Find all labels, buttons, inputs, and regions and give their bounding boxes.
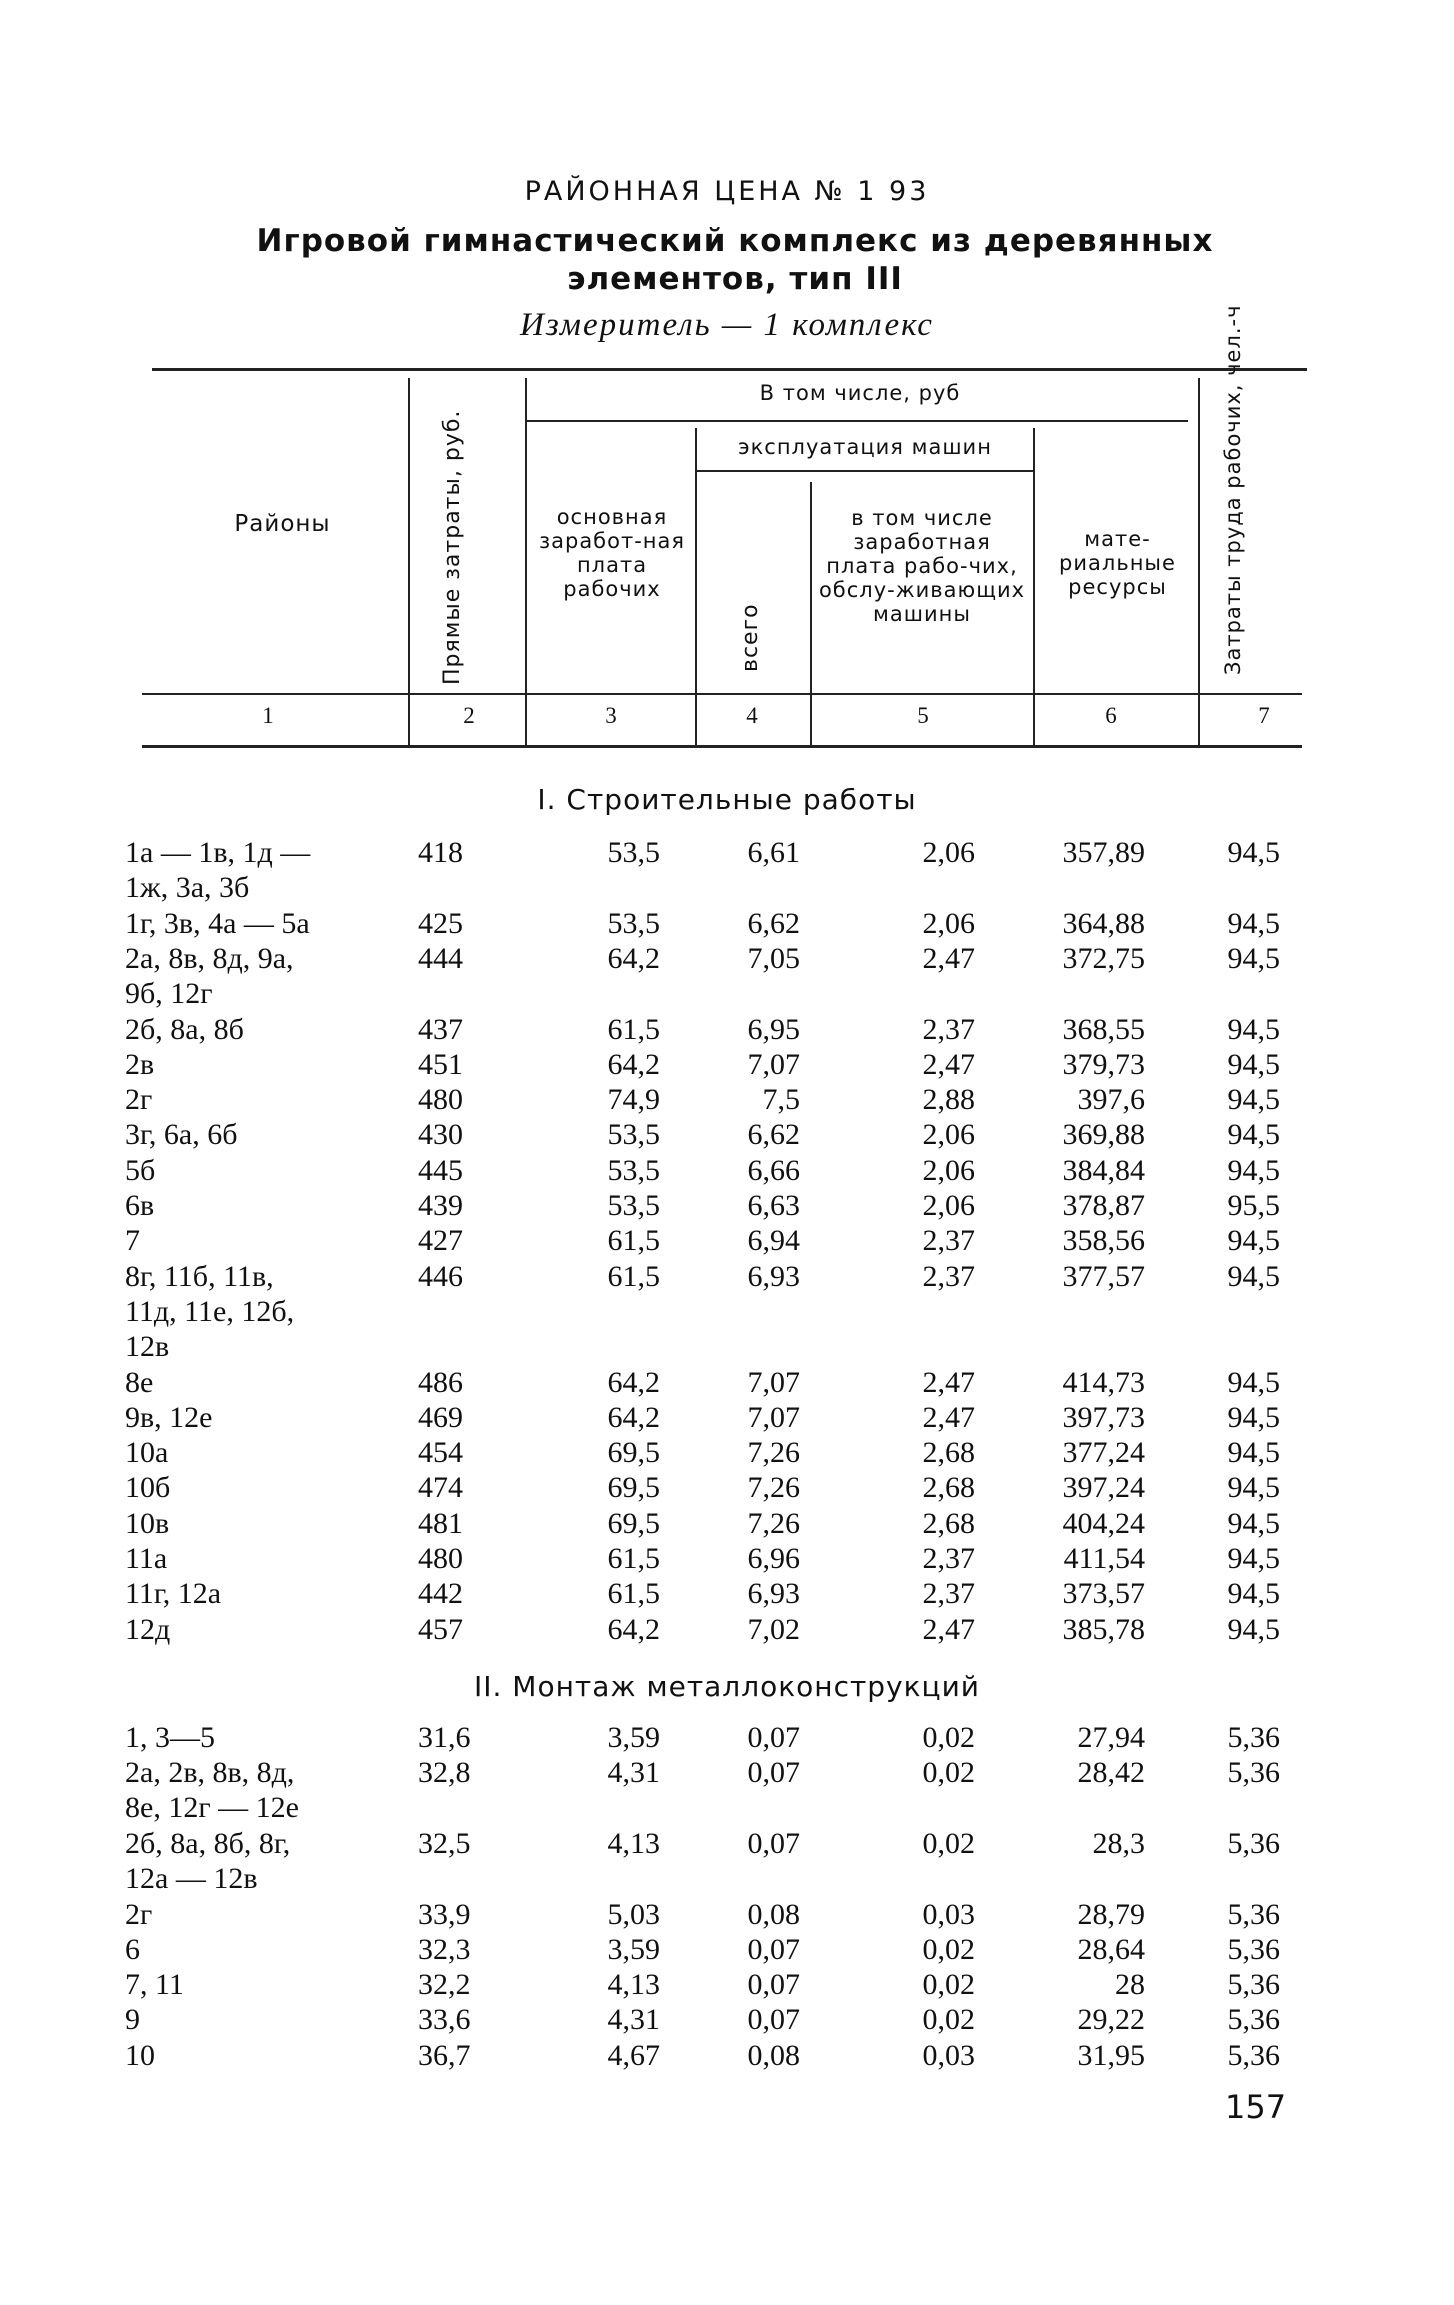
direct-cell: 451 — [418, 1047, 463, 1081]
direct-cell: 445 — [418, 1153, 463, 1187]
labor-cell: 94,5 — [1227, 1047, 1280, 1081]
materials-cell: 368,55 — [1062, 1012, 1145, 1046]
labor-cell: 94,5 — [1227, 941, 1280, 975]
wage-cell: 61,5 — [607, 1577, 660, 1611]
wage-cell: 4,67 — [607, 2038, 660, 2072]
labor-cell: 5,36 — [1227, 2003, 1280, 2037]
region-line: 12в — [125, 1329, 170, 1363]
machine-total-cell: 7,07 — [747, 1047, 800, 1081]
materials-cell: 377,24 — [1062, 1436, 1145, 1470]
direct-cell: 425 — [418, 906, 463, 940]
machine-wage-cell: 2,47 — [922, 1047, 975, 1081]
machine-total-cell: 6,61 — [747, 836, 800, 869]
labor-cell: 94,5 — [1227, 1436, 1280, 1470]
region-line: 7 — [125, 1224, 140, 1258]
direct-cell: 480 — [418, 1542, 463, 1575]
region-cell — [125, 1365, 415, 1400]
wage-cell: 53,5 — [607, 836, 660, 869]
wage-cell: 74,9 — [607, 1083, 660, 1117]
region-cell — [125, 835, 415, 905]
materials-cell: 404,24 — [1062, 1506, 1145, 1540]
direct-cell: 32,3 — [418, 1932, 471, 1966]
colnum-2: 2 — [463, 703, 475, 728]
header-machine-total: всего — [738, 603, 763, 672]
wage-cell: 53,5 — [607, 906, 660, 940]
direct-cell: 437 — [418, 1012, 463, 1046]
machine-wage-cell: 2,06 — [922, 1153, 975, 1187]
machine-wage-cell: 0,02 — [922, 1756, 975, 1790]
labor-cell: 94,5 — [1227, 1612, 1280, 1646]
labor-cell: 94,5 — [1227, 1577, 1280, 1611]
direct-cell: 33,9 — [418, 1897, 471, 1931]
direct-cell: 442 — [418, 1577, 463, 1611]
section-title-construction: I. Строительные работы — [537, 783, 917, 816]
wage-cell: 64,2 — [607, 1400, 660, 1434]
wage-cell: 64,2 — [607, 1612, 660, 1646]
machine-wage-cell: 2,37 — [922, 1224, 975, 1258]
header-vline-1 — [408, 378, 410, 745]
materials-cell: 28,3 — [1092, 1826, 1145, 1860]
materials-cell: 29,22 — [1077, 2003, 1145, 2037]
colnum-bottom-rule — [142, 745, 1302, 748]
labor-cell: 5,36 — [1227, 1968, 1280, 2002]
labor-cell: 94,5 — [1227, 836, 1280, 869]
direct-cell: 481 — [418, 1506, 463, 1540]
labor-cell: 94,5 — [1227, 1083, 1280, 1117]
header-vline-5 — [1033, 428, 1035, 745]
region-line: 11г, 12а — [125, 1577, 222, 1611]
wage-cell: 4,13 — [607, 1826, 660, 1860]
materials-cell: 364,88 — [1062, 906, 1145, 940]
table-header — [0, 0, 1454, 760]
header-vline-6 — [1198, 378, 1200, 745]
region-cell — [125, 1223, 415, 1258]
region-line: 9 — [125, 2003, 140, 2037]
wage-cell: 53,5 — [607, 1189, 660, 1222]
machine-wage-cell: 2,37 — [922, 1577, 975, 1611]
region-line: 2в — [125, 1047, 155, 1081]
header-machine-wage: в том числе заработная плата рабо-чих, обслу-живающих машины — [818, 506, 1026, 626]
region-line: 2г — [125, 1083, 153, 1117]
region-cell — [125, 1506, 415, 1541]
machine-total-cell: 0,07 — [747, 2003, 800, 2037]
labor-cell: 94,5 — [1227, 1542, 1280, 1575]
region-line: 10а — [125, 1436, 169, 1470]
materials-cell: 357,89 — [1062, 836, 1145, 869]
colnum-5: 5 — [917, 703, 929, 728]
region-cell — [125, 1612, 415, 1647]
machine-total-cell: 6,96 — [747, 1542, 800, 1575]
labor-cell: 94,5 — [1227, 1224, 1280, 1258]
machine-wage-cell: 2,06 — [922, 836, 975, 869]
region-line: 11а — [125, 1542, 168, 1575]
region-cell — [125, 1117, 415, 1152]
machine-total-cell: 7,26 — [747, 1471, 800, 1505]
materials-cell: 358,56 — [1062, 1224, 1145, 1258]
labor-cell: 94,5 — [1227, 1118, 1280, 1152]
region-line: 1г, 3в, 4а — 5а — [125, 906, 310, 940]
machine-total-cell: 6,94 — [747, 1224, 800, 1258]
wage-cell: 61,5 — [607, 1259, 660, 1293]
machine-wage-cell: 2,88 — [922, 1083, 975, 1117]
header-vline-3 — [695, 428, 697, 745]
machine-wage-cell: 2,68 — [922, 1506, 975, 1540]
header-vline-4 — [810, 482, 812, 745]
materials-cell: 27,94 — [1077, 1721, 1145, 1754]
wage-cell: 4,13 — [607, 1968, 660, 2002]
region-line: 9в, 12е — [125, 1400, 213, 1434]
labor-cell: 94,5 — [1227, 1365, 1280, 1399]
machine-total-cell: 7,02 — [747, 1612, 800, 1646]
materials-cell: 28,79 — [1077, 1897, 1145, 1931]
region-line: 2а, 8в, 8д, 9а, — [125, 941, 294, 975]
region-cell — [125, 941, 415, 1011]
region-cell — [125, 2038, 415, 2073]
region-line: 8г, 11б, 11в, — [125, 1259, 274, 1293]
machine-wage-cell: 2,37 — [922, 1542, 975, 1575]
wage-cell: 61,5 — [607, 1012, 660, 1046]
header-rule-machines — [695, 470, 1033, 472]
region-line: 2г — [125, 1897, 153, 1931]
region-line: 6в — [125, 1189, 155, 1222]
direct-cell: 427 — [418, 1224, 463, 1258]
materials-cell: 28 — [1115, 1968, 1145, 2002]
machine-wage-cell: 2,37 — [922, 1259, 975, 1293]
machine-total-cell: 7,07 — [747, 1365, 800, 1399]
wage-cell: 64,2 — [607, 1047, 660, 1081]
direct-cell: 32,5 — [418, 1826, 471, 1860]
region-cell — [125, 1470, 415, 1505]
region-line: 9б, 12г — [125, 976, 213, 1010]
wage-cell: 64,2 — [607, 1365, 660, 1399]
machine-total-cell: 7,26 — [747, 1436, 800, 1470]
region-cell — [125, 1826, 415, 1896]
labor-cell: 94,5 — [1227, 1471, 1280, 1505]
materials-cell: 397,6 — [1077, 1083, 1145, 1117]
region-line: 8е, 12г — 12е — [125, 1791, 299, 1825]
labor-cell: 5,36 — [1227, 2038, 1280, 2072]
header-base-wage: основная заработ-ная плата рабочих — [538, 505, 686, 601]
materials-cell: 379,73 — [1062, 1047, 1145, 1081]
region-cell — [125, 2002, 415, 2037]
machine-total-cell: 6,63 — [747, 1189, 800, 1222]
wage-cell: 61,5 — [607, 1542, 660, 1575]
region-cell — [125, 1153, 415, 1188]
region-line: 10 — [125, 2038, 155, 2072]
machine-total-cell: 0,07 — [747, 1932, 800, 1966]
machine-total-cell: 6,95 — [747, 1012, 800, 1046]
labor-cell: 5,36 — [1227, 1897, 1280, 1931]
region-line: 12д — [125, 1612, 171, 1646]
region-line: 2б, 8а, 8б — [125, 1012, 244, 1046]
machine-total-cell: 0,07 — [747, 1968, 800, 2002]
wage-cell: 69,5 — [607, 1471, 660, 1505]
region-cell — [125, 1576, 415, 1611]
wage-cell: 3,59 — [607, 1721, 660, 1754]
header-direct-costs: Прямые затраты, руб. — [440, 409, 465, 685]
region-cell — [125, 1259, 415, 1364]
materials-cell: 28,42 — [1077, 1756, 1145, 1790]
direct-cell: 480 — [418, 1083, 463, 1117]
machine-total-cell: 6,93 — [747, 1577, 800, 1611]
region-line: 2б, 8а, 8б, 8г, — [125, 1826, 291, 1860]
region-line: 2а, 2в, 8в, 8д, — [125, 1756, 295, 1790]
labor-cell: 5,36 — [1227, 1721, 1280, 1754]
region-cell — [125, 1188, 415, 1223]
wage-cell: 4,31 — [607, 2003, 660, 2037]
machine-wage-cell: 0,02 — [922, 1932, 975, 1966]
region-line: 7, 11 — [125, 1968, 184, 2002]
machine-wage-cell: 0,02 — [922, 1826, 975, 1860]
direct-cell: 418 — [418, 836, 463, 869]
region-line: 12а — 12в — [125, 1861, 258, 1895]
direct-cell: 446 — [418, 1259, 463, 1293]
direct-cell: 32,2 — [418, 1968, 471, 2002]
region-cell — [125, 1541, 415, 1576]
materials-cell: 28,64 — [1077, 1932, 1145, 1966]
machine-total-cell: 6,62 — [747, 906, 800, 940]
labor-cell: 94,5 — [1227, 1153, 1280, 1187]
header-rule-incl — [525, 420, 1188, 422]
machine-total-cell: 7,26 — [747, 1506, 800, 1540]
colnum-7: 7 — [1258, 703, 1270, 728]
labor-cell: 94,5 — [1227, 1012, 1280, 1046]
wage-cell: 53,5 — [607, 1153, 660, 1187]
machine-wage-cell: 2,06 — [922, 1189, 975, 1222]
machine-total-cell: 0,08 — [747, 2038, 800, 2072]
direct-cell: 457 — [418, 1612, 463, 1646]
machine-wage-cell: 0,02 — [922, 2003, 975, 2037]
machine-total-cell: 0,07 — [747, 1826, 800, 1860]
direct-cell: 31,6 — [418, 1721, 471, 1754]
machine-total-cell: 7,07 — [747, 1400, 800, 1434]
materials-cell: 414,73 — [1062, 1365, 1145, 1399]
machine-wage-cell: 2,06 — [922, 906, 975, 940]
colnum-6: 6 — [1105, 703, 1117, 728]
region-cell — [125, 1082, 415, 1117]
materials-cell: 385,78 — [1062, 1612, 1145, 1646]
header-materials: мате-риальные ресурсы — [1059, 527, 1176, 599]
machine-total-cell: 6,93 — [747, 1259, 800, 1293]
labor-cell: 94,5 — [1227, 906, 1280, 940]
region-line: 11д, 11е, 12б, — [125, 1294, 295, 1328]
machine-total-cell: 6,62 — [747, 1118, 800, 1152]
labor-cell: 95,5 — [1227, 1189, 1280, 1222]
region-line: 3г, 6а, 6б — [125, 1118, 238, 1152]
materials-cell: 372,75 — [1062, 941, 1145, 975]
materials-cell: 397,73 — [1062, 1400, 1145, 1434]
region-line: 5б — [125, 1153, 156, 1187]
wage-cell: 4,31 — [607, 1756, 660, 1790]
labor-cell: 5,36 — [1227, 1932, 1280, 1966]
header-vline-2 — [525, 378, 527, 745]
materials-cell: 31,95 — [1077, 2038, 1145, 2072]
region-cell — [125, 1897, 415, 1932]
materials-cell: 377,57 — [1062, 1259, 1145, 1293]
direct-cell: 32,8 — [418, 1756, 471, 1790]
machine-wage-cell: 2,37 — [922, 1012, 975, 1046]
wage-cell: 69,5 — [607, 1436, 660, 1470]
colnum-1: 1 — [262, 703, 274, 728]
price-label: РАЙОННАЯ ЦЕНА № 1 93 — [524, 176, 930, 207]
materials-cell: 397,24 — [1062, 1471, 1145, 1505]
wage-cell: 64,2 — [607, 941, 660, 975]
wage-cell: 53,5 — [607, 1118, 660, 1152]
wage-cell: 61,5 — [607, 1224, 660, 1258]
colnum-4: 4 — [746, 703, 758, 728]
region-line: 10в — [125, 1506, 170, 1540]
labor-cell: 94,5 — [1227, 1506, 1280, 1540]
region-cell — [125, 1012, 415, 1047]
region-cell — [125, 906, 415, 941]
region-line: 10б — [125, 1471, 171, 1505]
machine-wage-cell: 0,03 — [922, 1897, 975, 1931]
direct-cell: 486 — [418, 1365, 463, 1399]
materials-cell: 369,88 — [1062, 1118, 1145, 1152]
direct-cell: 454 — [418, 1436, 463, 1470]
direct-cell: 469 — [418, 1400, 463, 1434]
machine-wage-cell: 0,02 — [922, 1968, 975, 2002]
region-line: 1, 3—5 — [125, 1721, 215, 1754]
region-cell — [125, 1932, 415, 1967]
region-line: 1ж, 3а, 3б — [125, 871, 250, 904]
wage-cell: 69,5 — [607, 1506, 660, 1540]
direct-cell: 439 — [418, 1189, 463, 1222]
page-title: Игровой гимнастический комплекс из деревянных элементов, тип III — [256, 223, 1214, 297]
region-cell — [125, 1967, 415, 2002]
direct-cell: 430 — [418, 1118, 463, 1152]
machine-wage-cell: 2,47 — [922, 1612, 975, 1646]
machine-total-cell: 7,05 — [747, 941, 800, 975]
machine-wage-cell: 2,47 — [922, 941, 975, 975]
machine-wage-cell: 2,06 — [922, 1118, 975, 1152]
materials-cell: 411,54 — [1063, 1542, 1145, 1575]
machine-wage-cell: 0,02 — [922, 1721, 975, 1754]
region-cell — [125, 1720, 415, 1755]
region-line: 6 — [125, 1932, 140, 1966]
header-regions: Районы — [234, 511, 331, 537]
header-incl-rub: В том числе, руб — [759, 381, 961, 405]
header-bottom-rule — [142, 693, 1302, 695]
labor-cell: 5,36 — [1227, 1756, 1280, 1790]
wage-cell: 5,03 — [607, 1897, 660, 1931]
header-machine-operation: эксплуатация машин — [738, 435, 992, 459]
materials-cell: 384,84 — [1062, 1153, 1145, 1187]
region-cell — [125, 1400, 415, 1435]
region-cell — [125, 1755, 415, 1825]
labor-cell: 5,36 — [1227, 1826, 1280, 1860]
colnum-3: 3 — [605, 703, 617, 728]
direct-cell: 36,7 — [418, 2038, 471, 2072]
machine-total-cell: 6,66 — [747, 1153, 800, 1187]
direct-cell: 474 — [418, 1471, 463, 1505]
region-cell — [125, 1047, 415, 1082]
machine-wage-cell: 0,03 — [922, 2038, 975, 2072]
labor-cell: 94,5 — [1227, 1259, 1280, 1293]
table-top-rule — [152, 368, 1307, 371]
materials-cell: 378,87 — [1062, 1189, 1145, 1222]
machine-wage-cell: 2,68 — [922, 1436, 975, 1470]
machine-total-cell: 0,08 — [747, 1897, 800, 1931]
machine-total-cell: 0,07 — [747, 1756, 800, 1790]
machine-wage-cell: 2,68 — [922, 1471, 975, 1505]
machine-wage-cell: 2,47 — [922, 1400, 975, 1434]
labor-cell: 94,5 — [1227, 1400, 1280, 1434]
wage-cell: 3,59 — [607, 1932, 660, 1966]
header-labor: Затраты труда рабочих, чел.-ч — [1221, 304, 1245, 675]
machine-total-cell: 0,07 — [747, 1721, 800, 1754]
measure-unit: Измеритель — 1 комплекс — [520, 307, 934, 343]
direct-cell: 33,6 — [418, 2003, 471, 2037]
machine-total-cell: 7,5 — [762, 1083, 800, 1117]
region-line: 1а — 1в, 1д — — [125, 836, 311, 869]
direct-cell: 444 — [418, 941, 463, 975]
page-number: 157 — [1225, 2088, 1287, 2126]
region-line: 8е — [125, 1365, 154, 1399]
section-title-installation: II. Монтаж металлоконструкций — [473, 1670, 980, 1703]
region-cell — [125, 1435, 415, 1470]
materials-cell: 373,57 — [1062, 1577, 1145, 1611]
machine-wage-cell: 2,47 — [922, 1365, 975, 1399]
